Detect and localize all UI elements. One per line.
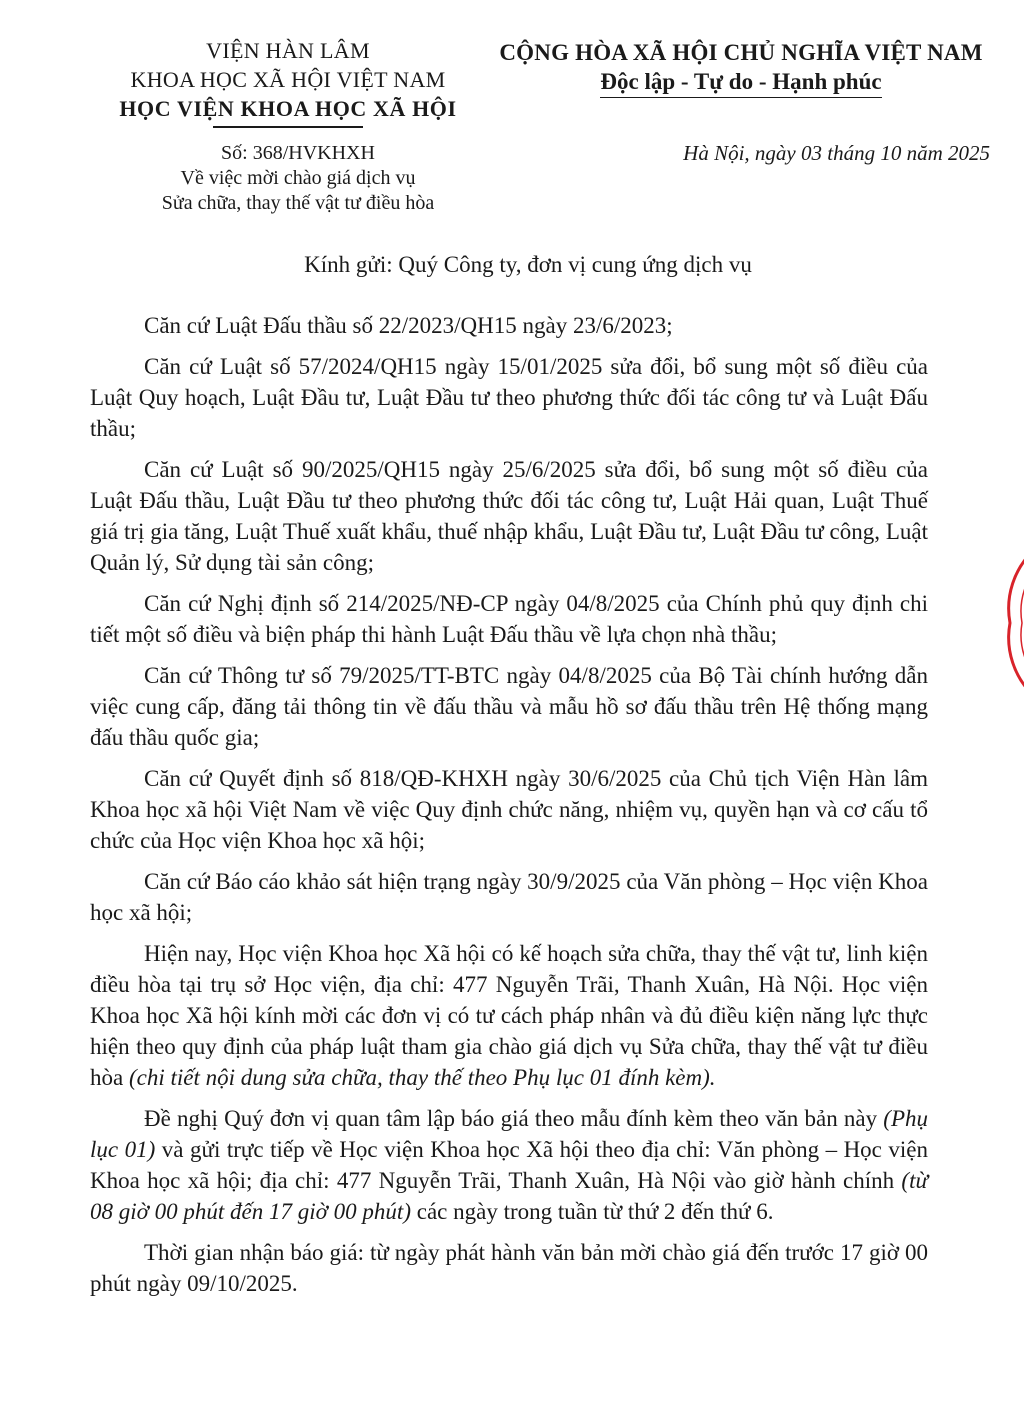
document-date: Hà Nội, ngày 03 tháng 10 năm 2025 bbox=[683, 141, 990, 165]
paragraph-8-italic: (chi tiết nội dung sửa chữa, thay thế theo Phụ lục 01 đính kèm). bbox=[128, 1065, 716, 1090]
document-body bbox=[90, 310, 928, 1309]
subject-line-1: Về việc mời chào giá dịch vụ bbox=[180, 167, 416, 189]
paragraph-6: Căn cứ Quyết định số 818/QĐ-KHXH ngày 30/6/2025 của Chủ tịch Viện Hàn lâm Khoa học xã hội Việt Nam về việc Quy định chức năng, nhiệm vụ, quyền hạn và cơ cấu tổ chức của Học viện Khoa học xã hội; bbox=[90, 766, 928, 853]
recipient-line: Kính gửi: Quý Công ty, đơn vị cung ứng dịch vụ bbox=[304, 252, 752, 277]
paragraph-5: Căn cứ Thông tư số 79/2025/TT-BTC ngày 04/8/2025 của Bộ Tài chính hướng dẫn việc cung cấp, đăng tải thông tin về đấu thầu và mẫu hồ sơ đấu thầu trên Hệ thống mạng đấu thầu quốc gia; bbox=[90, 663, 928, 750]
org-line-2: KHOA HỌC XÃ HỘI VIỆT NAM bbox=[130, 67, 446, 92]
paragraph-9-part-a: Đề nghị Quý đơn vị quan tâm lập báo giá theo mẫu đính kèm theo văn bản này bbox=[144, 1106, 878, 1131]
nation-motto: Độc lập - Tự do - Hạnh phúc bbox=[600, 67, 881, 98]
paragraph-10: Thời gian nhận báo giá: từ ngày phát hành văn bản mời chào giá đến trước 17 giờ 00 phút ngày 09/10/2025. bbox=[90, 1240, 928, 1296]
paragraph-9-part-b: và gửi trực tiếp về Học viện Khoa học Xã hội theo địa chỉ: Văn phòng – Học viện Khoa học xã hội; địa chỉ: 477 Nguyễn Trãi, Thanh Xuân, Hà Nội vào giờ hành chính bbox=[90, 1137, 928, 1193]
nation-title: CỘNG HÒA XÃ HỘI CHỦ NGHĨA VIỆT NAM bbox=[499, 40, 983, 65]
paragraph-7: Căn cứ Báo cáo khảo sát hiện trạng ngày 30/9/2025 của Văn phòng – Học viện Khoa học xã hội; bbox=[90, 869, 928, 925]
document-subject bbox=[88, 166, 508, 216]
national-heading bbox=[486, 38, 996, 98]
paragraph-2: Căn cứ Luật số 57/2024/QH15 ngày 15/01/2025 sửa đổi, bổ sung một số điều của Luật Quy hoạch, Luật Đầu tư, Luật Đầu tư theo phương thức đối tác công tư và Luật Đấu thầu; bbox=[90, 354, 928, 441]
issuing-organization bbox=[88, 36, 488, 128]
subject-line-2: Sửa chữa, thay thế vật tư điều hòa bbox=[161, 192, 435, 214]
paragraph-8-text: Hiện nay, Học viện Khoa học Xã hội có kế hoạch sửa chữa, thay thế vật tư, linh kiện điều hòa tại trụ sở Học viện, địa chỉ: 477 Nguyễn Trãi, Thanh Xuân, Hà Nội. Học viện Khoa học Xã hội kính mời các đơn vị có tư cách pháp nhân và đủ điều kiện năng lực thực hiện theo quy định của pháp luật tham gia chào giá dịch vụ Sửa chữa, thay thế vật tư điều hòa bbox=[90, 941, 928, 1090]
red-seal-stamp-edge bbox=[1004, 548, 1024, 698]
org-line-3: HỌC VIỆN KHOA HỌC XÃ HỘI bbox=[119, 96, 457, 121]
paragraph-3: Căn cứ Luật số 90/2025/QH15 ngày 25/6/2025 sửa đổi, bổ sung một số điều của Luật Đấu thầu, Luật Đầu tư theo phương thức đối tác công tư, Luật Hải quan, Luật Thuế giá trị gia tăng, Luật Thuế xuất khẩu, thuế nhập khẩu, Luật Đầu tư, Luật Đầu tư công, Luật Quản lý, Sử dụng tài sản công; bbox=[90, 457, 928, 575]
document-number: Số: 368/HVKHXH bbox=[221, 142, 375, 164]
paragraph-9 bbox=[90, 1103, 928, 1227]
paragraph-1: Căn cứ Luật Đấu thầu số 22/2023/QH15 ngày 23/6/2023; bbox=[144, 313, 673, 338]
paragraph-9-italic-1: (Phụ lục 01) bbox=[90, 1106, 929, 1162]
paragraph-4: Căn cứ Nghị định số 214/2025/NĐ-CP ngày 04/8/2025 của Chính phủ quy định chi tiết một số điều và biện pháp thi hành Luật Đấu thầu về lựa chọn nhà thầu; bbox=[90, 591, 928, 647]
org-line-1: VIỆN HÀN LÂM bbox=[206, 38, 370, 63]
paragraph-9-italic-2: (từ 08 giờ 00 phút đến 17 giờ 00 phút) bbox=[90, 1168, 929, 1224]
paragraph-9-part-c: các ngày trong tuần từ thứ 2 đến thứ 6. bbox=[416, 1199, 774, 1224]
org-underline bbox=[213, 126, 363, 128]
paragraph-8 bbox=[90, 938, 928, 1093]
